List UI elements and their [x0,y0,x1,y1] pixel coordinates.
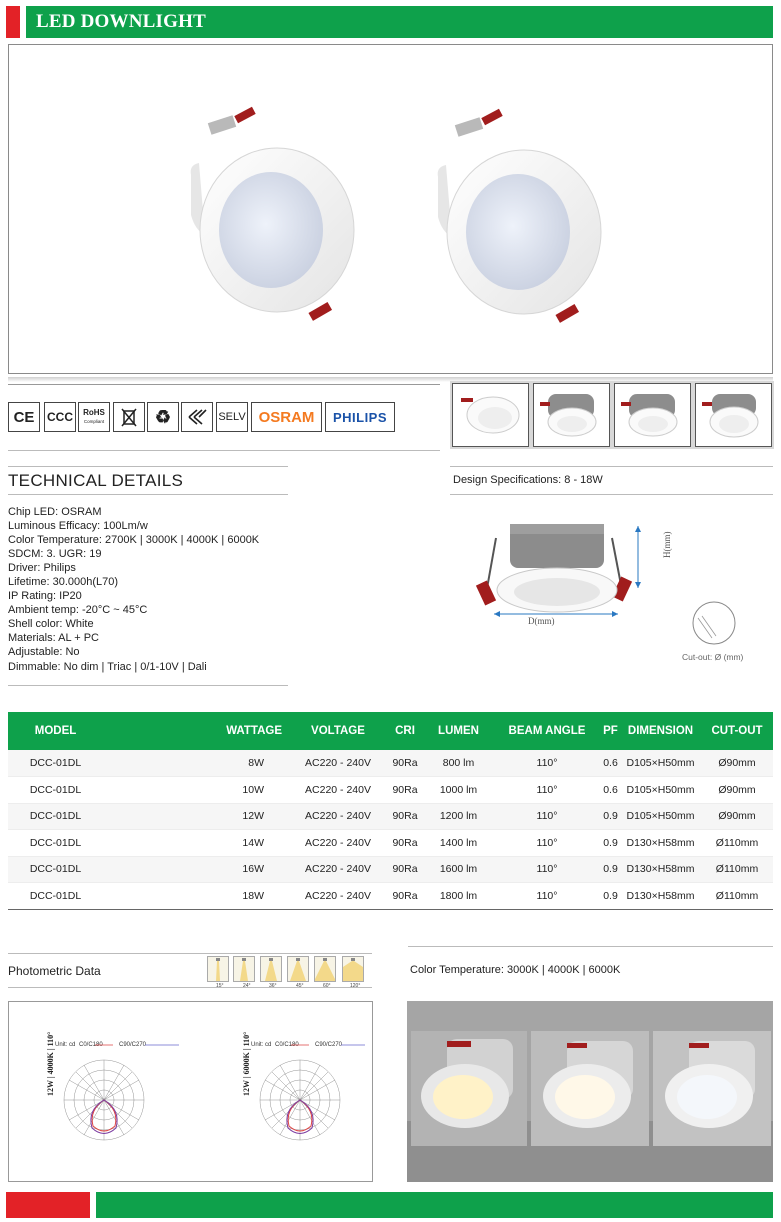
beam-120-icon [342,956,364,982]
cert-bottom-rule [8,450,440,451]
cell-dimension: D105×H50mm [620,750,701,777]
beam-24-icon [233,956,255,982]
cell-dimension: D130×H58mm [620,830,701,857]
photo-4000k [531,1031,649,1146]
height-label: H(mm) [662,531,672,558]
thumbnail-3[interactable] [614,383,691,447]
header-red-block [6,6,20,38]
color-temp-top-rule [408,946,773,947]
tech-top-rule [8,466,288,467]
downlight-right [438,109,601,323]
cell-pf: 0.9 [601,883,620,910]
hero-shadow [8,377,773,382]
cell-pf: 0.9 [601,856,620,883]
spec-driver: Driver: Philips [8,562,76,575]
cell-wattage: 14W [103,830,290,857]
col-dimension: DIMENSION [620,712,701,750]
photometric-top-rule [8,953,372,954]
spec-ip-rating: IP Rating: IP20 [8,590,82,603]
cell-wattage: 16W [103,856,290,883]
technical-details-list [8,505,259,674]
ccc-mark-icon: CCC [44,402,76,432]
tech-title-rule [8,494,288,495]
color-temperature-photos [407,1001,773,1182]
table-row [8,750,773,777]
cell-cutout: Ø90mm [701,750,773,777]
beam-45-icon [287,956,309,982]
beam-label: 120° [350,983,361,989]
polar-curve-b: C90/C270 [315,1042,343,1048]
cell-beam-angle: 110° [493,830,601,857]
design-title-rule [450,494,773,495]
cell-voltage: AC220 - 240V [290,777,386,804]
polar-side-label: 12W | 4000K | 110° [46,1031,55,1096]
spec-chip-led: Chip LED: OSRAM [8,506,102,518]
cell-dimension: D130×H58mm [620,883,701,910]
beam-60-icon [314,956,336,982]
cell-cri: 90Ra [386,750,424,777]
tech-bottom-rule [8,685,288,686]
cell-beam-angle: 110° [493,856,601,883]
spec-adjustable: Adjustable: No [8,646,80,659]
table-header-row [8,712,773,750]
table-row [8,830,773,857]
spec-ambient-temp: Ambient temp: -20°C ~ 45°C [8,604,148,617]
cell-model: DCC-01DL [8,856,103,883]
spec-table [8,712,773,910]
photometric-title: Photometric Data [8,964,101,978]
col-voltage: VOLTAGE [290,712,386,750]
photo-3000k [411,1031,527,1146]
beam-label: 60° [323,983,331,989]
cell-cri: 90Ra [386,803,424,830]
polar-chart-4000k [46,1032,179,1140]
cell-dimension: D130×H58mm [620,856,701,883]
photometric-bottom-rule [8,987,372,988]
cell-pf: 0.6 [601,777,620,804]
design-top-rule [450,466,773,467]
spec-materials: Materials: AL + PC [8,632,99,645]
cell-cutout: Ø110mm [701,830,773,857]
cell-pf: 0.9 [601,803,620,830]
cert-top-rule [8,384,440,385]
polar-unit: Unit: cd [55,1042,76,1048]
cell-pf: 0.6 [601,750,620,777]
thumbnail-1[interactable] [452,383,529,447]
thumbnail-2[interactable] [533,383,610,447]
polar-curve-b: C90/C270 [119,1042,147,1048]
swatch-3000k [433,1075,493,1119]
col-lumen: LUMEN [424,712,493,750]
dimension-drawing [450,500,773,670]
table-row [8,856,773,883]
cell-voltage: AC220 - 240V [290,750,386,777]
cell-voltage: AC220 - 240V [290,830,386,857]
footer-green-bar [96,1192,773,1218]
table-row [8,803,773,830]
col-wattage: WATTAGE [103,712,290,750]
spec-shell-color: Shell color: White [8,618,94,631]
cell-voltage: AC220 - 240V [290,856,386,883]
emc-mark-icon [181,402,213,432]
col-cri: CRI [386,712,424,750]
footer-red-block [6,1192,90,1218]
cell-cri: 90Ra [386,856,424,883]
cell-voltage: AC220 - 240V [290,803,386,830]
cell-lumen: 1400 lm [424,830,493,857]
polar-curve-a: C0/C180 [275,1042,299,1048]
cell-lumen: 800 lm [424,750,493,777]
cell-cri: 90Ra [386,830,424,857]
beam-label: 24° [243,983,251,989]
cell-cutout: Ø90mm [701,777,773,804]
diameter-label: D(mm) [528,616,555,626]
cell-lumen: 1000 lm [424,777,493,804]
cell-wattage: 12W [103,803,290,830]
spec-lifetime: Lifetime: 30.000h(L70) [8,576,119,589]
philips-logo: PHILIPS [325,402,395,432]
swatch-6000k [677,1075,737,1119]
thumbnail-4[interactable] [695,383,772,447]
cell-model: DCC-01DL [8,803,103,830]
downlight-left [191,107,354,321]
cell-wattage: 18W [103,883,290,910]
beam-label: 45° [296,983,304,989]
color-temperature-title: Color Temperature: 3000K | 4000K | 6000K [410,964,621,976]
spec-dimmable: Dimmable: No dim | Triac | 0/1-10V | Dali [8,660,207,673]
col-cutout: CUT-OUT [701,712,773,750]
weee-bin-icon [113,402,145,432]
col-pf: PF [601,712,620,750]
swatch-4000k [555,1075,615,1119]
table-row [8,883,773,910]
cell-lumen: 1200 lm [424,803,493,830]
cell-wattage: 8W [103,750,290,777]
rohs-icon: RoHS Compliant [78,402,110,432]
beam-15-icon [207,956,229,982]
technical-details-title: TECHNICAL DETAILS [8,471,184,490]
polar-curve-a: C0/C180 [79,1042,103,1048]
polar-charts-panel [8,1001,373,1182]
page-title: LED DOWNLIGHT [36,11,206,32]
cell-model: DCC-01DL [8,883,103,910]
spec-color-temperature: Color Temperature: 2700K | 3000K | 4000K | 6000K [8,534,260,547]
cell-voltage: AC220 - 240V [290,883,386,910]
osram-logo: OSRAM [251,402,322,432]
table-row [8,777,773,804]
cell-cri: 90Ra [386,777,424,804]
cutout-label: Cut-out: Ø (mm) [682,652,744,662]
cell-dimension: D105×H50mm [620,777,701,804]
beam-36-icon [260,956,282,982]
cell-model: DCC-01DL [8,750,103,777]
selv-mark: SELV [216,402,248,432]
photo-6000k [653,1031,771,1146]
cell-cri: 90Ra [386,883,424,910]
cell-model: DCC-01DL [8,830,103,857]
cell-lumen: 1800 lm [424,883,493,910]
polar-chart-6000k [242,1032,365,1140]
recycle-icon: ♻ [147,402,179,432]
cell-beam-angle: 110° [493,803,601,830]
col-beam-angle: BEAM ANGLE [493,712,601,750]
cell-model: DCC-01DL [8,777,103,804]
cell-pf: 0.9 [601,830,620,857]
ce-mark-icon: CE [8,402,40,432]
spec-sdcm-ugr: SDCM: 3. UGR: 19 [8,548,102,561]
hero-product-image [8,44,773,374]
cell-beam-angle: 110° [493,883,601,910]
cell-cutout: Ø110mm [701,856,773,883]
design-spec-title: Design Specifications: 8 - 18W [453,474,603,486]
polar-unit: Unit: cd [251,1042,272,1048]
spec-efficacy: Luminous Efficacy: 100Lm/w [8,520,148,533]
cell-cutout: Ø90mm [701,803,773,830]
cell-cutout: Ø110mm [701,883,773,910]
cell-beam-angle: 110° [493,750,601,777]
cell-beam-angle: 110° [493,777,601,804]
col-model: MODEL [8,712,103,750]
beam-label: 36° [269,983,277,989]
beam-label: 15° [216,983,224,989]
polar-side-label: 12W | 6000K | 110° [242,1031,251,1096]
cell-lumen: 1600 lm [424,856,493,883]
cell-dimension: D105×H50mm [620,803,701,830]
cell-wattage: 10W [103,777,290,804]
